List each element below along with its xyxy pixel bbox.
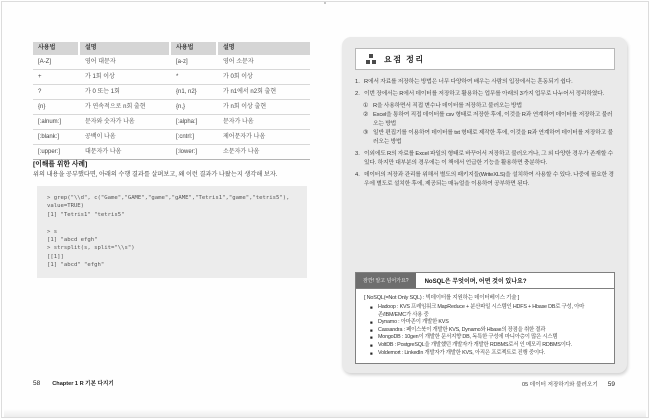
item-text: 데이터의 저장과 관리를 위해서 별도의 패키지들(WriteXLS)을 설치하여 사용할 수 있다. 나중에 필요한 경우에 별도로 설치한 후에, 제공되는 매뉴얼을 이용하여 공부하면 된다. <box>364 172 614 187</box>
table-cell: {n} <box>38 104 46 110</box>
table-cell: [:alnum:] <box>38 119 62 125</box>
sub-item <box>363 102 615 111</box>
nosql-bullet <box>370 319 606 327</box>
code-line: [1] "abcd efgh" <box>47 237 98 244</box>
table-cell: 문자와 숫자가 나옴 <box>85 119 135 125</box>
sub-item-number: ③ <box>363 130 369 136</box>
sub-item-text: Excel을 통하여 직접 데이터를 csv 형태로 저장한 후에, 이것을 R과 연계하여 데이터를 저장하고 불러오는 방법 <box>373 112 613 127</box>
square-bullet-icon: ■ <box>370 320 373 326</box>
summary-title: 요점 정리 <box>384 54 425 64</box>
item-text: 이외에도 R의 자료를 Excel 파일의 형태로 바꾸어서 저장하고 불러오거나, 그 외 다양한 경우가 존재할 수 있다. 하지만 대부분의 경우에는 이 책에서 언급한 기능을 활용하면 충분하다. <box>364 151 613 166</box>
table-header-row <box>33 42 310 55</box>
sub-item-number: ② <box>363 112 369 118</box>
table-cell: 가 n회 이상 출현 <box>223 104 267 110</box>
table-cell: 소문자가 나옴 <box>223 149 260 155</box>
table-cell: [:lower:] <box>176 149 198 155</box>
table-header-cell: 설명 <box>80 42 171 55</box>
table-cell: {n,} <box>176 104 186 110</box>
table-cell: 가 0회 이상 <box>223 74 253 80</box>
scan-speck <box>324 2 326 4</box>
code-line: > grep("\\d", c("Game","GAME","game","gAME","Tetris1","game","tetris5"), <box>47 195 290 201</box>
left-footer <box>33 379 114 387</box>
right-page-number: 59 <box>607 381 615 388</box>
nosql-sidebar-label: 잠깐! 알고 넘어가요? <box>356 273 416 288</box>
table-cell: 공백이 나옴 <box>85 134 116 140</box>
intro-paragraph: 위의 내용을 공부했다면, 아래의 수행 결과를 살펴보고, 왜 이런 결과가 나왔는지 생각해 보자. <box>33 171 278 178</box>
table-row <box>33 115 310 130</box>
table-header-cell: 사용법 <box>33 42 80 55</box>
item-text: R에서 자료를 저장하는 방법은 너무 다양하여 배우는 사람의 입장에서는 혼동되기 쉽다. <box>364 79 573 85</box>
table-cell: [a-z] <box>176 59 188 65</box>
code-line: [[1]] <box>47 253 64 260</box>
nosql-intro: [ NoSQL(=Not Only SQL) : 빅데이터를 지원하는 데이터베이스 기술 ] <box>364 295 520 301</box>
section-label: 05 데이터 저장하기와 불러오기 <box>522 382 598 388</box>
table-row <box>33 100 310 115</box>
table-row <box>33 85 310 100</box>
sub-item <box>363 111 615 129</box>
page-bottom-shadow <box>4 409 646 417</box>
list-item <box>355 150 615 168</box>
square-bullet-icon: ■ <box>370 305 373 310</box>
bullet-text: Voldemort : LinkedIn 개발자가 개발한 KVS, 아직은 프로젝트로 진행 중이다. <box>378 349 546 356</box>
bullet-text: VoltDB : PostgreSQL을 개발했던 개발자가 개발한 RDBMS로서 인 메모리 RDBMS이다. <box>378 341 573 348</box>
bullet-text: Cassandra : 페이스북이 개발한 KVS, Dynamo와 Hbase의 장점을 취한 결과 <box>378 326 546 333</box>
table-cell: 가 0 또는 1회 <box>85 89 120 95</box>
table-cell: [A-Z] <box>38 59 51 65</box>
item-number: 3. <box>355 151 360 157</box>
blocks-icon <box>366 54 376 64</box>
table-cell: [:cntrl:] <box>176 134 195 140</box>
table-row <box>33 55 310 70</box>
summary-panel <box>342 37 627 373</box>
summary-header-bar <box>355 48 615 70</box>
sub-item <box>363 129 615 147</box>
code-line <box>47 219 297 227</box>
regex-usage-table <box>33 42 310 160</box>
item-number: 2. <box>355 91 360 97</box>
nosql-header <box>356 273 614 289</box>
nosql-bullet <box>370 350 606 358</box>
code-line: > s <box>47 228 58 235</box>
code-line: > strsplit(s, split="\\s") <box>47 245 135 252</box>
square-bullet-icon: ■ <box>370 350 373 356</box>
square-bullet-icon: ■ <box>370 335 373 341</box>
summary-list <box>355 78 615 192</box>
nosql-info-box <box>355 272 615 364</box>
sub-item-text: 일반 편집기를 이용하여 데이터를 txt 형태로 제작한 후에, 이것을 R과 연계하여 데이터를 저장하고 불러오는 방법 <box>373 130 613 145</box>
bullet-text: MongoDB : 10gen이 개발한 문서지향 DB, 독특한 구성에 마니아층이 많은 시스템 <box>378 334 558 341</box>
square-bullet-icon: ■ <box>370 327 373 333</box>
table-cell: 가 연속적으로 n회 출현 <box>85 104 146 110</box>
r-code-block <box>37 186 307 278</box>
table-cell: 문자가 나옴 <box>223 119 254 125</box>
table-cell: 가 1회 이상 <box>85 74 115 80</box>
list-item <box>355 78 615 87</box>
bullet-text: Hadoop : KVS 프레임워크 MapReduce + 분산파일 시스템인 HDFS + Hbase DB로 구성, 아마존/IBM/EMC가 사용 중 <box>378 304 585 318</box>
list-item <box>355 171 615 189</box>
sub-item-number: ① <box>363 103 369 109</box>
square-bullet-icon: ■ <box>370 342 373 348</box>
item-number: 4. <box>355 172 360 178</box>
nosql-title: NoSQL은 무엇이며, 어떤 것이 있나요? <box>424 279 527 285</box>
table-cell: 영어 대문자 <box>85 59 116 65</box>
nosql-body <box>356 289 614 363</box>
table-header-cell: 사용법 <box>171 42 218 55</box>
table-row <box>33 70 310 85</box>
right-footer <box>342 380 615 388</box>
code-line: [1] "Tetris1" "tetris5" <box>47 211 125 218</box>
table-cell: [:blank:] <box>38 134 60 140</box>
code-line: [1] "abcd" "efgh" <box>47 262 105 269</box>
table-header-cell: 설명 <box>218 42 310 55</box>
table-cell: 제어문자가 나옴 <box>223 134 266 140</box>
table-cell: [:upper:] <box>38 149 61 155</box>
table-row <box>33 130 310 145</box>
table-cell: [:alpha:] <box>176 119 198 125</box>
nosql-bullet <box>370 342 606 350</box>
table-cell: * <box>176 74 179 80</box>
nosql-bullet <box>370 334 606 342</box>
nosql-bullet <box>370 304 606 319</box>
table-cell: 가 n1에서 n2회 출현 <box>223 89 277 95</box>
sub-item-text: R을 사용하면서 직접 변수나 데이터를 저장하고 불러오는 방법 <box>373 103 522 109</box>
item-number: 1. <box>355 79 360 85</box>
table-cell: {n1, n2} <box>176 89 197 95</box>
table-cell: 영어 소문자 <box>223 59 254 65</box>
chapter-label: Chapter 1 R 기본 다지기 <box>52 381 114 387</box>
item-text: 이번 장에서는 R에서 데이터를 저장하고 활용하는 업무를 아래의 3가지 업무로 나누어서 정리하였다. <box>364 91 604 97</box>
left-page-number: 58 <box>33 380 41 387</box>
table-cell: ? <box>38 89 42 95</box>
list-item <box>355 90 615 99</box>
section-heading: [이해를 위한 사례] <box>33 161 88 168</box>
code-line: value=TRUE) <box>47 203 85 210</box>
bullet-text: Dynamo : 아마존이 개발한 KVS <box>378 319 449 326</box>
table-cell: + <box>38 74 42 80</box>
sub-list <box>363 102 615 147</box>
table-cell: 대문자가 나옴 <box>85 149 122 155</box>
left-page <box>33 0 310 419</box>
